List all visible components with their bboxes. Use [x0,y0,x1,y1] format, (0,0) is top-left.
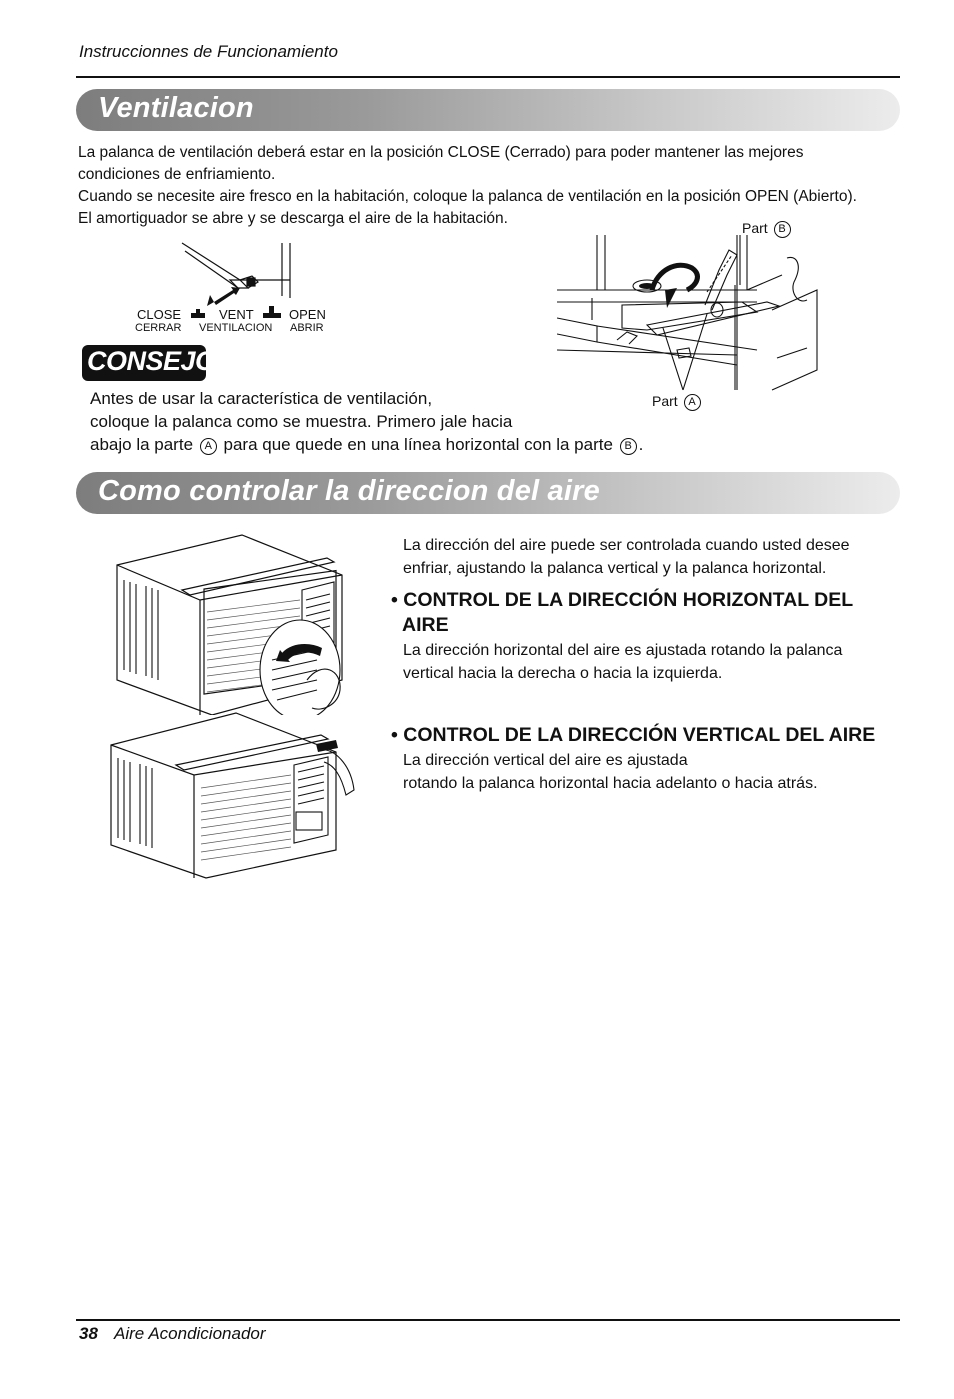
label-ventilacion: VENTILACION [199,322,273,334]
text-line: La dirección horizontal del aire es ajustada rotando la palanca [403,642,843,659]
tip-line: Antes de usar la característica de ventilación, [90,389,433,408]
text-line: vertical hacia la derecha o hacia la izquierda. [403,665,723,682]
tip-line [90,433,643,456]
page-number: 38 [79,1324,98,1343]
ac-unit-vertical-illustration [106,710,356,880]
part-a-label [652,393,703,411]
part-b-text: Part [742,220,768,236]
section-title: Ventilacion [98,92,254,124]
para-line: La palanca de ventilación deberá estar en la posición CLOSE (Cerrado) para poder mantener las mejores [78,144,804,161]
paragraph-close [78,142,857,230]
footer-title: Aire Acondicionador [114,1324,266,1343]
label-vent: VENT [219,307,254,322]
heading-line: • CONTROL DE LA DIRECCIÓN HORIZONTAL DEL [391,589,854,611]
tip-segment: . [638,435,644,454]
horizontal-text [403,639,842,685]
intro-line: enfriar, ajustando la palanca vertical y la palanca horizontal. [403,560,827,577]
letter-b-icon: B [620,438,637,455]
tip-text [90,387,643,456]
text-line: La dirección vertical del aire es ajustada [403,752,688,769]
label-cerrar: CERRAR [135,322,182,334]
consejo-badge [82,345,216,381]
label-open: OPEN [289,307,326,322]
header-rule [76,76,900,78]
intro-line: La dirección del aire puede ser controlada cuando usted desee [403,537,850,554]
section-banner-ventilacion [76,89,900,131]
section-banner-direccion [76,472,900,514]
part-a-text: Part [652,393,678,409]
lever-mark-icon [269,306,274,314]
letter-b-icon: B [774,221,791,238]
horizontal-heading [391,588,853,638]
para-line: condiciones de enfriamiento. [78,166,276,183]
para-line: Cuando se necesite aire fresco en la habitación, coloque la palanca de ventilación en la posición OPEN (Abierto). [78,188,857,205]
footer-rule [76,1319,900,1321]
heading-line: AIRE [402,614,449,636]
letter-a-icon: A [200,438,217,455]
text-line: rotando la palanca horizontal hacia adelanto o hacia atrás. [403,775,818,792]
vertical-text [403,749,818,795]
direction-intro [403,534,850,580]
lever-mark-icon [196,309,200,314]
ac-unit-horizontal-illustration [112,530,362,715]
vertical-heading: • CONTROL DE LA DIRECCIÓN VERTICAL DEL AIRE [391,724,876,746]
label-close: CLOSE [137,307,182,322]
consejo-text: CONSEJO [87,346,216,376]
tip-segment: para que quede en una línea horizontal con la parte [223,435,613,454]
para-line: El amortiguador se abre y se descarga el aire de la habitación. [78,210,508,227]
part-b-label [742,220,793,238]
damper-illustration [557,230,832,395]
label-abrir: ABRIR [290,322,324,334]
tip-segment: abajo la parte [90,435,194,454]
tip-line: coloque la palanca como se muestra. Primero jale hacia [90,412,513,431]
letter-a-icon: A [684,394,701,411]
section-title: Como controlar la direccion del aire [98,475,600,507]
running-header: Instruccionnes de Funcionamiento [79,42,338,61]
